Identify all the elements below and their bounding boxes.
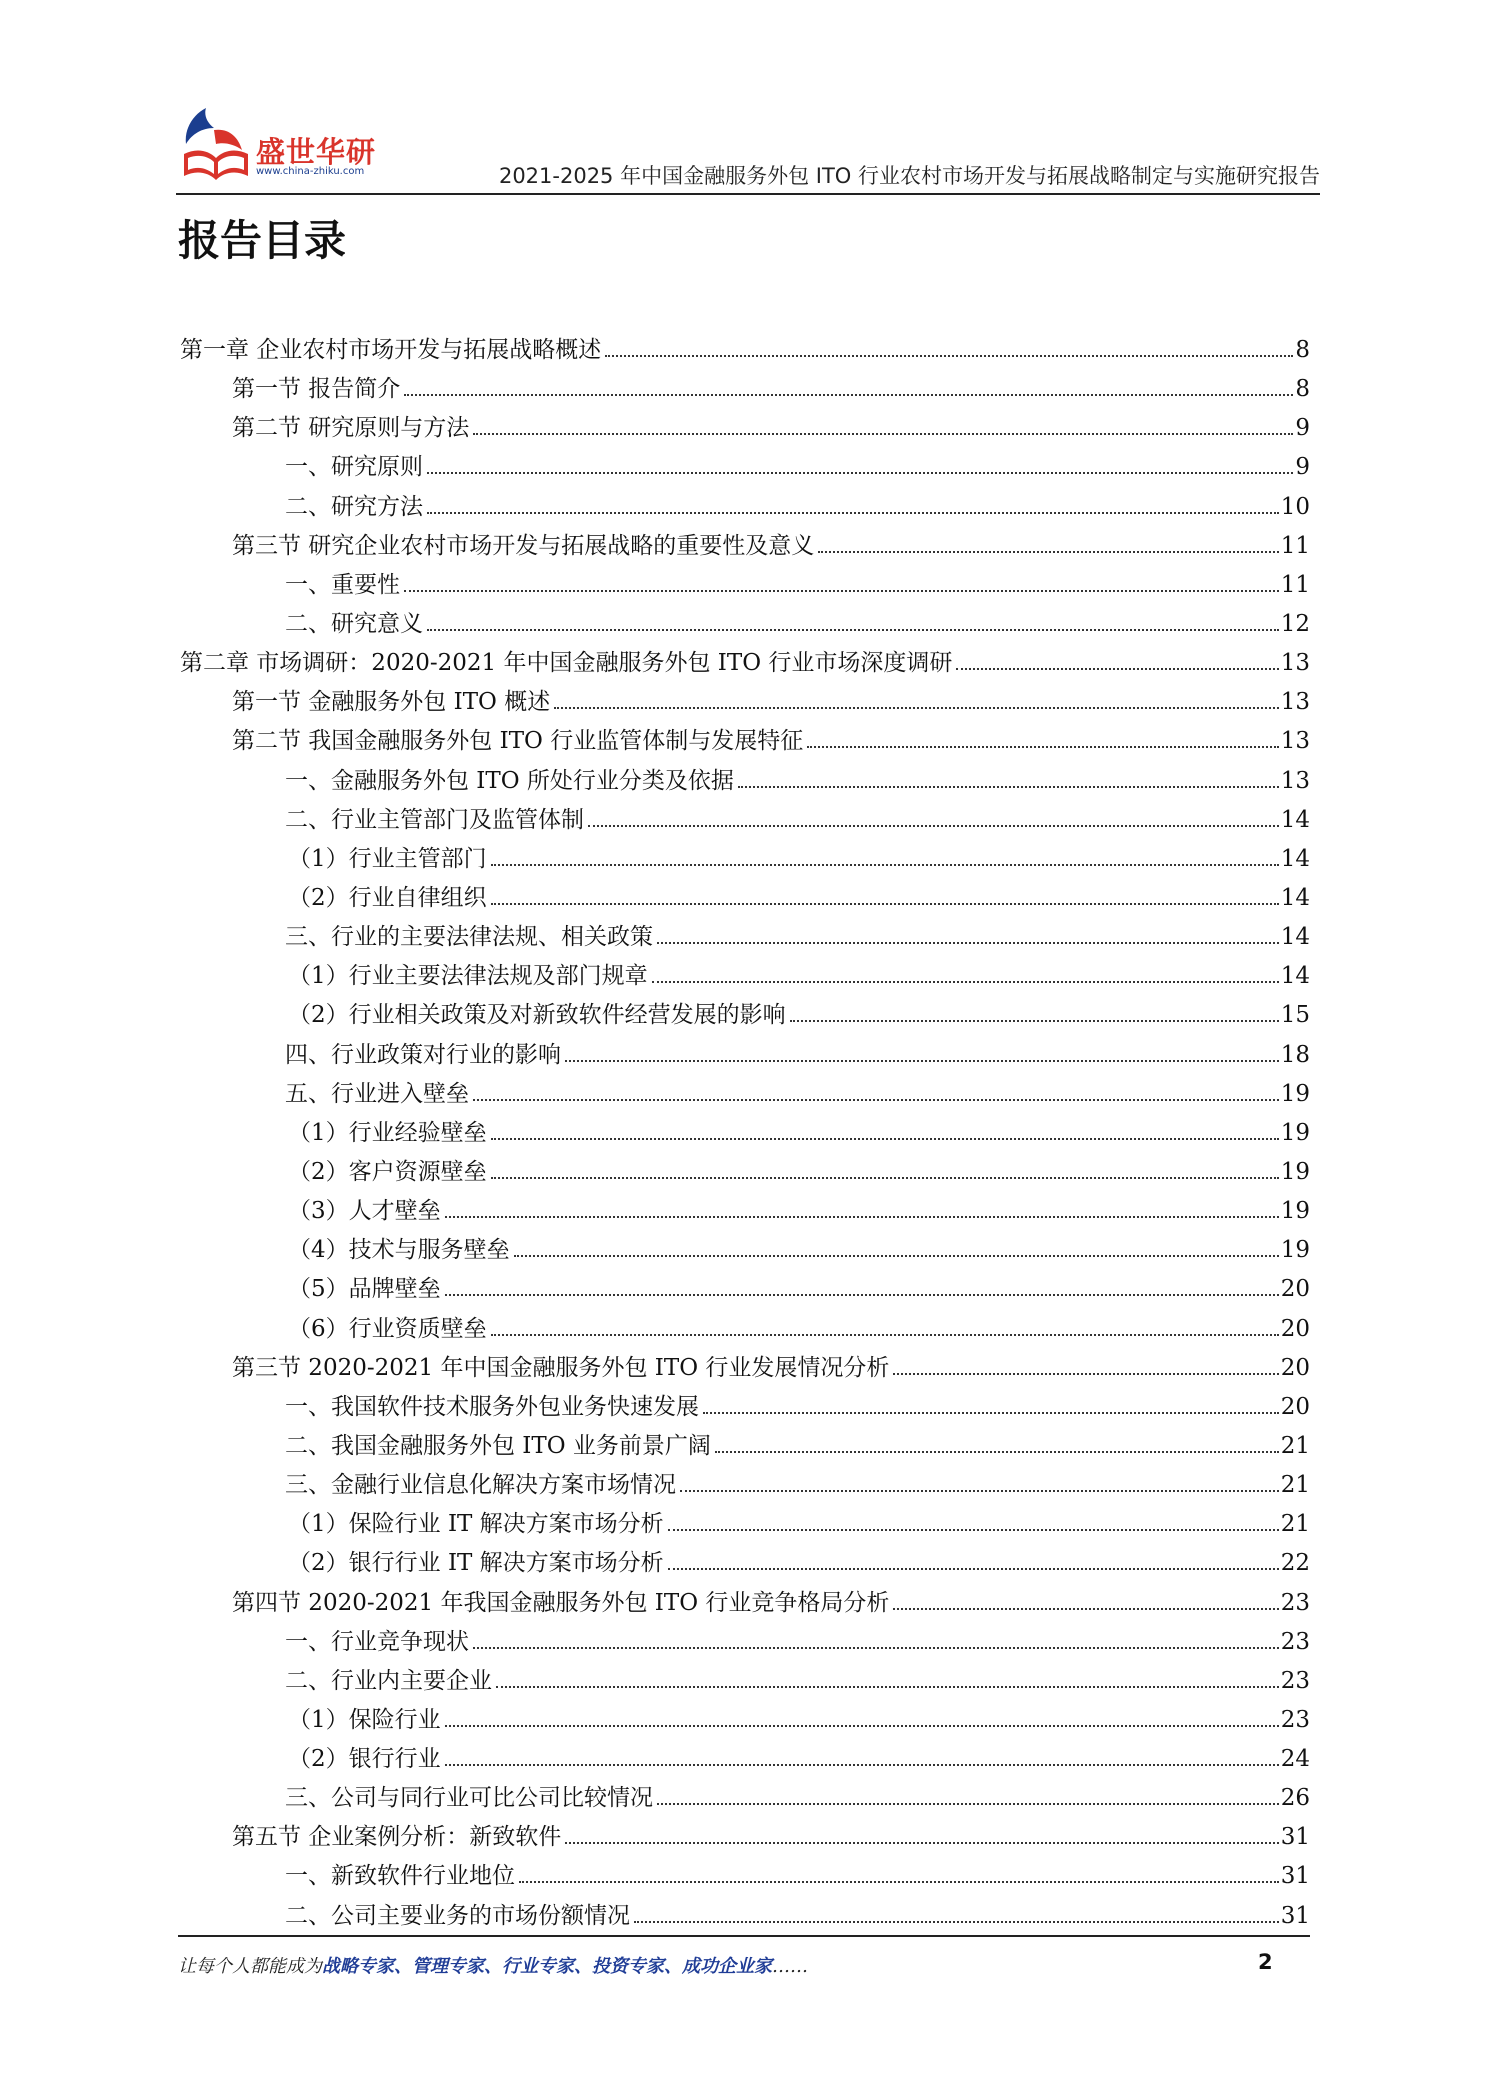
- toc-leader-dots: [956, 668, 1278, 670]
- toc-entry-title: 五、行业进入壁垒: [285, 1080, 469, 1107]
- toc-entry-title: 一、重要性: [285, 571, 400, 598]
- toc-entry-title: （2）银行行业: [288, 1746, 441, 1773]
- toc-leader-dots: [652, 981, 1279, 983]
- toc-entry[interactable]: [180, 644, 1310, 683]
- footer-divider: [178, 1935, 1310, 1937]
- toc-entry[interactable]: [180, 1857, 1310, 1896]
- toc-leader-dots: [668, 1568, 1279, 1570]
- toc-entry[interactable]: [180, 1036, 1310, 1075]
- toc-entry[interactable]: [180, 918, 1310, 957]
- toc-entry-title: 第一节 金融服务外包 ITO 概述: [232, 689, 551, 716]
- toc-entry-title: （1）行业主要法律法规及部门规章: [288, 963, 648, 990]
- toc-entry-title: （3）人才壁垒: [288, 1198, 441, 1225]
- toc-entry-page: 10: [1280, 493, 1310, 520]
- toc-entry[interactable]: [180, 1662, 1310, 1701]
- toc-entry-title: （2）客户资源壁垒: [288, 1158, 487, 1185]
- toc-entry[interactable]: [180, 605, 1310, 644]
- toc-entry-title: 三、公司与同行业可比公司比较情况: [285, 1785, 653, 1812]
- toc-entry-page: 13: [1280, 767, 1310, 794]
- toc-entry-title: 二、我国金融服务外包 ITO 业务前景广阔: [285, 1432, 711, 1459]
- toc-entry-title: 一、我国软件技术服务外包业务快速发展: [285, 1393, 699, 1420]
- toc-entry[interactable]: [180, 1623, 1310, 1662]
- toc-entry-page: 31: [1280, 1824, 1310, 1851]
- toc-entry-page: 14: [1280, 845, 1310, 872]
- toc-entry-title: 三、金融行业信息化解决方案市场情况: [285, 1472, 676, 1499]
- toc-entry-title: （6）行业资质壁垒: [288, 1315, 487, 1342]
- toc-entry-page: 11: [1280, 532, 1310, 559]
- footer-slogan-highlight: 战略专家、管理专家、行业专家、投资专家、成功企业家: [322, 1956, 772, 1977]
- toc-entry[interactable]: [180, 683, 1310, 722]
- toc-entry[interactable]: [180, 527, 1310, 566]
- toc-entry[interactable]: [180, 1818, 1310, 1857]
- toc-entry-title: 第五节 企业案例分析：新致软件: [232, 1824, 562, 1851]
- toc-entry-page: 22: [1280, 1550, 1310, 1577]
- toc-entry-page: 31: [1280, 1902, 1310, 1929]
- toc-entry-title: 第二节 研究原则与方法: [232, 415, 470, 442]
- company-logo: [176, 100, 416, 190]
- toc-leader-dots: [565, 1842, 1278, 1844]
- toc-entry-page: 20: [1280, 1393, 1310, 1420]
- toc-entry-title: 第三节 2020-2021 年中国金融服务外包 ITO 行业发展情况分析: [232, 1354, 890, 1381]
- toc-entry-page: 14: [1280, 884, 1310, 911]
- toc-leader-dots: [445, 1216, 1279, 1218]
- toc-entry[interactable]: [180, 996, 1310, 1035]
- toc-entry-page: 21: [1280, 1472, 1310, 1499]
- toc-entry-title: 一、金融服务外包 ITO 所处行业分类及依据: [285, 767, 734, 794]
- toc-entry-page: 19: [1280, 1158, 1310, 1185]
- toc-entry[interactable]: [180, 1153, 1310, 1192]
- toc-entry-title: （2）行业自律组织: [288, 884, 487, 911]
- toc-entry-title: 四、行业政策对行业的影响: [285, 1041, 561, 1068]
- toc-entry-page: 8: [1295, 376, 1310, 403]
- toc-leader-dots: [790, 1020, 1279, 1022]
- toc-entry[interactable]: [180, 448, 1310, 487]
- toc-leader-dots: [445, 1294, 1279, 1296]
- toc-entry[interactable]: [180, 840, 1310, 879]
- toc-entry-title: （2）行业相关政策及对新致软件经营发展的影响: [288, 1002, 786, 1029]
- toc-entry-title: 第一节 报告简介: [232, 376, 401, 403]
- toc-entry-page: 14: [1280, 963, 1310, 990]
- toc-entry-title: 一、行业竞争现状: [285, 1628, 469, 1655]
- toc-leader-dots: [514, 1255, 1279, 1257]
- toc-leader-dots: [554, 707, 1279, 709]
- toc-entry-page: 23: [1280, 1628, 1310, 1655]
- toc-entry-title: 三、行业的主要法律法规、相关政策: [285, 924, 653, 951]
- footer-slogan: [178, 1952, 808, 1978]
- toc-entry-page: 14: [1280, 924, 1310, 951]
- toc-entry-page: 19: [1280, 1119, 1310, 1146]
- toc-leader-dots: [491, 1177, 1279, 1179]
- toc-entry-page: 18: [1280, 1041, 1310, 1068]
- toc-entry-page: 21: [1280, 1511, 1310, 1538]
- toc-entry[interactable]: [180, 722, 1310, 761]
- toc-leader-dots: [427, 512, 1279, 514]
- toc-entry-title: （4）技术与服务壁垒: [288, 1237, 510, 1264]
- document-title: 2021-2025 年中国金融服务外包 ITO 行业农村市场开发与拓展战略制定与实施研究报告: [498, 164, 1320, 188]
- toc-entry[interactable]: [180, 1544, 1310, 1583]
- table-of-contents: [180, 331, 1310, 1936]
- toc-entry-title: 二、研究方法: [285, 493, 423, 520]
- toc-leader-dots: [427, 629, 1279, 631]
- toc-entry-page: 13: [1280, 650, 1310, 677]
- toc-entry-page: 23: [1280, 1589, 1310, 1616]
- toc-entry[interactable]: [180, 566, 1310, 605]
- toc-entry-page: 8: [1295, 337, 1310, 363]
- toc-entry-title: 第三节 研究企业农村市场开发与拓展战略的重要性及意义: [232, 532, 815, 559]
- toc-entry-page: 20: [1280, 1276, 1310, 1303]
- toc-entry[interactable]: [180, 488, 1310, 527]
- toc-leader-dots: [473, 433, 1293, 435]
- toc-leader-dots: [715, 1451, 1279, 1453]
- header-divider: [176, 193, 1320, 195]
- toc-leader-dots: [807, 746, 1279, 748]
- toc-entry-page: 14: [1280, 806, 1310, 833]
- toc-entry[interactable]: [180, 1231, 1310, 1270]
- toc-leader-dots: [668, 1529, 1279, 1531]
- toc-entry[interactable]: [180, 1388, 1310, 1427]
- toc-entry-page: 23: [1280, 1667, 1310, 1694]
- toc-leader-dots: [657, 942, 1279, 944]
- toc-entry-page: 23: [1280, 1706, 1310, 1733]
- toc-leader-dots: [473, 1099, 1279, 1101]
- toc-entry-page: 24: [1280, 1746, 1310, 1773]
- toc-leader-dots: [605, 355, 1293, 357]
- toc-leader-dots: [445, 1725, 1279, 1727]
- toc-entry-title: 一、研究原则: [285, 454, 423, 481]
- toc-leader-dots: [893, 1373, 1278, 1375]
- toc-leader-dots: [404, 394, 1293, 396]
- toc-entry-page: 26: [1280, 1785, 1310, 1812]
- toc-entry-page: 19: [1280, 1198, 1310, 1225]
- toc-leader-dots: [588, 825, 1279, 827]
- toc-entry[interactable]: [180, 1740, 1310, 1779]
- toc-leader-dots: [496, 1686, 1279, 1688]
- toc-entry-title: 第二节 我国金融服务外包 ITO 行业监管体制与发展特征: [232, 728, 804, 755]
- logo-url: www.china-zhiku.com: [256, 166, 365, 177]
- footer-slogan-prefix: 让每个人都能成为: [178, 1956, 322, 1977]
- toc-leader-dots: [893, 1608, 1278, 1610]
- toc-entry-page: 11: [1280, 571, 1310, 598]
- toc-entry-title: 二、公司主要业务的市场份额情况: [285, 1902, 630, 1929]
- toc-entry-page: 20: [1280, 1315, 1310, 1342]
- toc-leader-dots: [473, 1647, 1279, 1649]
- toc-entry-title: 第四节 2020-2021 年我国金融服务外包 ITO 行业竞争格局分析: [232, 1589, 890, 1616]
- page-number: 2: [1258, 1950, 1273, 1974]
- toc-entry-title: （1）保险行业 IT 解决方案市场分析: [288, 1511, 664, 1538]
- toc-entry-page: 13: [1280, 689, 1310, 716]
- toc-entry[interactable]: [180, 331, 1310, 370]
- toc-leader-dots: [491, 1334, 1279, 1336]
- logo-book-icon: [176, 100, 256, 190]
- toc-entry[interactable]: [180, 1779, 1310, 1818]
- toc-entry-page: 13: [1280, 728, 1310, 755]
- toc-entry[interactable]: [180, 1114, 1310, 1153]
- page-title: 报告目录: [178, 216, 347, 265]
- toc-leader-dots: [657, 1803, 1279, 1805]
- toc-entry-title: 二、研究意义: [285, 610, 423, 637]
- toc-entry-title: （1）保险行业: [288, 1706, 441, 1733]
- toc-leader-dots: [445, 1764, 1279, 1766]
- toc-entry[interactable]: [180, 801, 1310, 840]
- toc-entry-page: 9: [1295, 454, 1310, 481]
- toc-entry[interactable]: [180, 1584, 1310, 1623]
- toc-leader-dots: [738, 786, 1279, 788]
- toc-entry-title: （1）行业主管部门: [288, 845, 487, 872]
- logo-text: 盛世华研: [256, 135, 377, 169]
- toc-leader-dots: [491, 903, 1279, 905]
- toc-entry-title: 二、行业内主要企业: [285, 1667, 492, 1694]
- toc-entry[interactable]: [180, 1701, 1310, 1740]
- toc-entry[interactable]: [180, 1349, 1310, 1388]
- toc-entry[interactable]: [180, 762, 1310, 801]
- toc-entry[interactable]: [180, 1270, 1310, 1309]
- toc-leader-dots: [634, 1921, 1279, 1923]
- toc-entry[interactable]: [180, 370, 1310, 409]
- toc-entry-page: 20: [1280, 1354, 1310, 1381]
- toc-leader-dots: [519, 1881, 1279, 1883]
- toc-leader-dots: [491, 1138, 1279, 1140]
- toc-entry[interactable]: [180, 1192, 1310, 1231]
- toc-entry[interactable]: [180, 1466, 1310, 1505]
- toc-leader-dots: [404, 590, 1279, 592]
- footer-slogan-suffix: ……: [772, 1956, 808, 1977]
- toc-leader-dots: [703, 1412, 1279, 1414]
- toc-leader-dots: [427, 472, 1293, 474]
- toc-leader-dots: [491, 864, 1279, 866]
- toc-entry[interactable]: [180, 957, 1310, 996]
- toc-leader-dots: [680, 1490, 1279, 1492]
- toc-entry-page: 19: [1280, 1080, 1310, 1107]
- toc-entry-page: 9: [1295, 415, 1310, 442]
- toc-entry-page: 12: [1280, 610, 1310, 637]
- toc-entry[interactable]: [180, 1310, 1310, 1349]
- toc-entry-page: 31: [1280, 1863, 1310, 1890]
- toc-leader-dots: [818, 551, 1278, 553]
- toc-entry-title: 一、新致软件行业地位: [285, 1863, 515, 1890]
- toc-entry-title: 二、行业主管部门及监管体制: [285, 806, 584, 833]
- toc-entry-title: 第二章 市场调研：2020-2021 年中国金融服务外包 ITO 行业市场深度调研: [180, 650, 953, 677]
- toc-entry[interactable]: [180, 1075, 1310, 1114]
- toc-entry[interactable]: [180, 1897, 1310, 1936]
- toc-entry[interactable]: [180, 409, 1310, 448]
- toc-entry-title: （2）银行行业 IT 解决方案市场分析: [288, 1550, 664, 1577]
- toc-entry-title: （5）品牌壁垒: [288, 1276, 441, 1303]
- toc-entry-title: （1）行业经验壁垒: [288, 1119, 487, 1146]
- page-header: [176, 100, 1320, 196]
- toc-entry-page: 15: [1280, 1002, 1310, 1029]
- toc-entry-title: 第一章 企业农村市场开发与拓展战略概述: [180, 337, 602, 363]
- toc-leader-dots: [565, 1060, 1279, 1062]
- toc-entry[interactable]: [180, 879, 1310, 918]
- toc-entry[interactable]: [180, 1427, 1310, 1466]
- toc-entry-page: 19: [1280, 1237, 1310, 1264]
- toc-entry[interactable]: [180, 1505, 1310, 1544]
- toc-entry-page: 21: [1280, 1432, 1310, 1459]
